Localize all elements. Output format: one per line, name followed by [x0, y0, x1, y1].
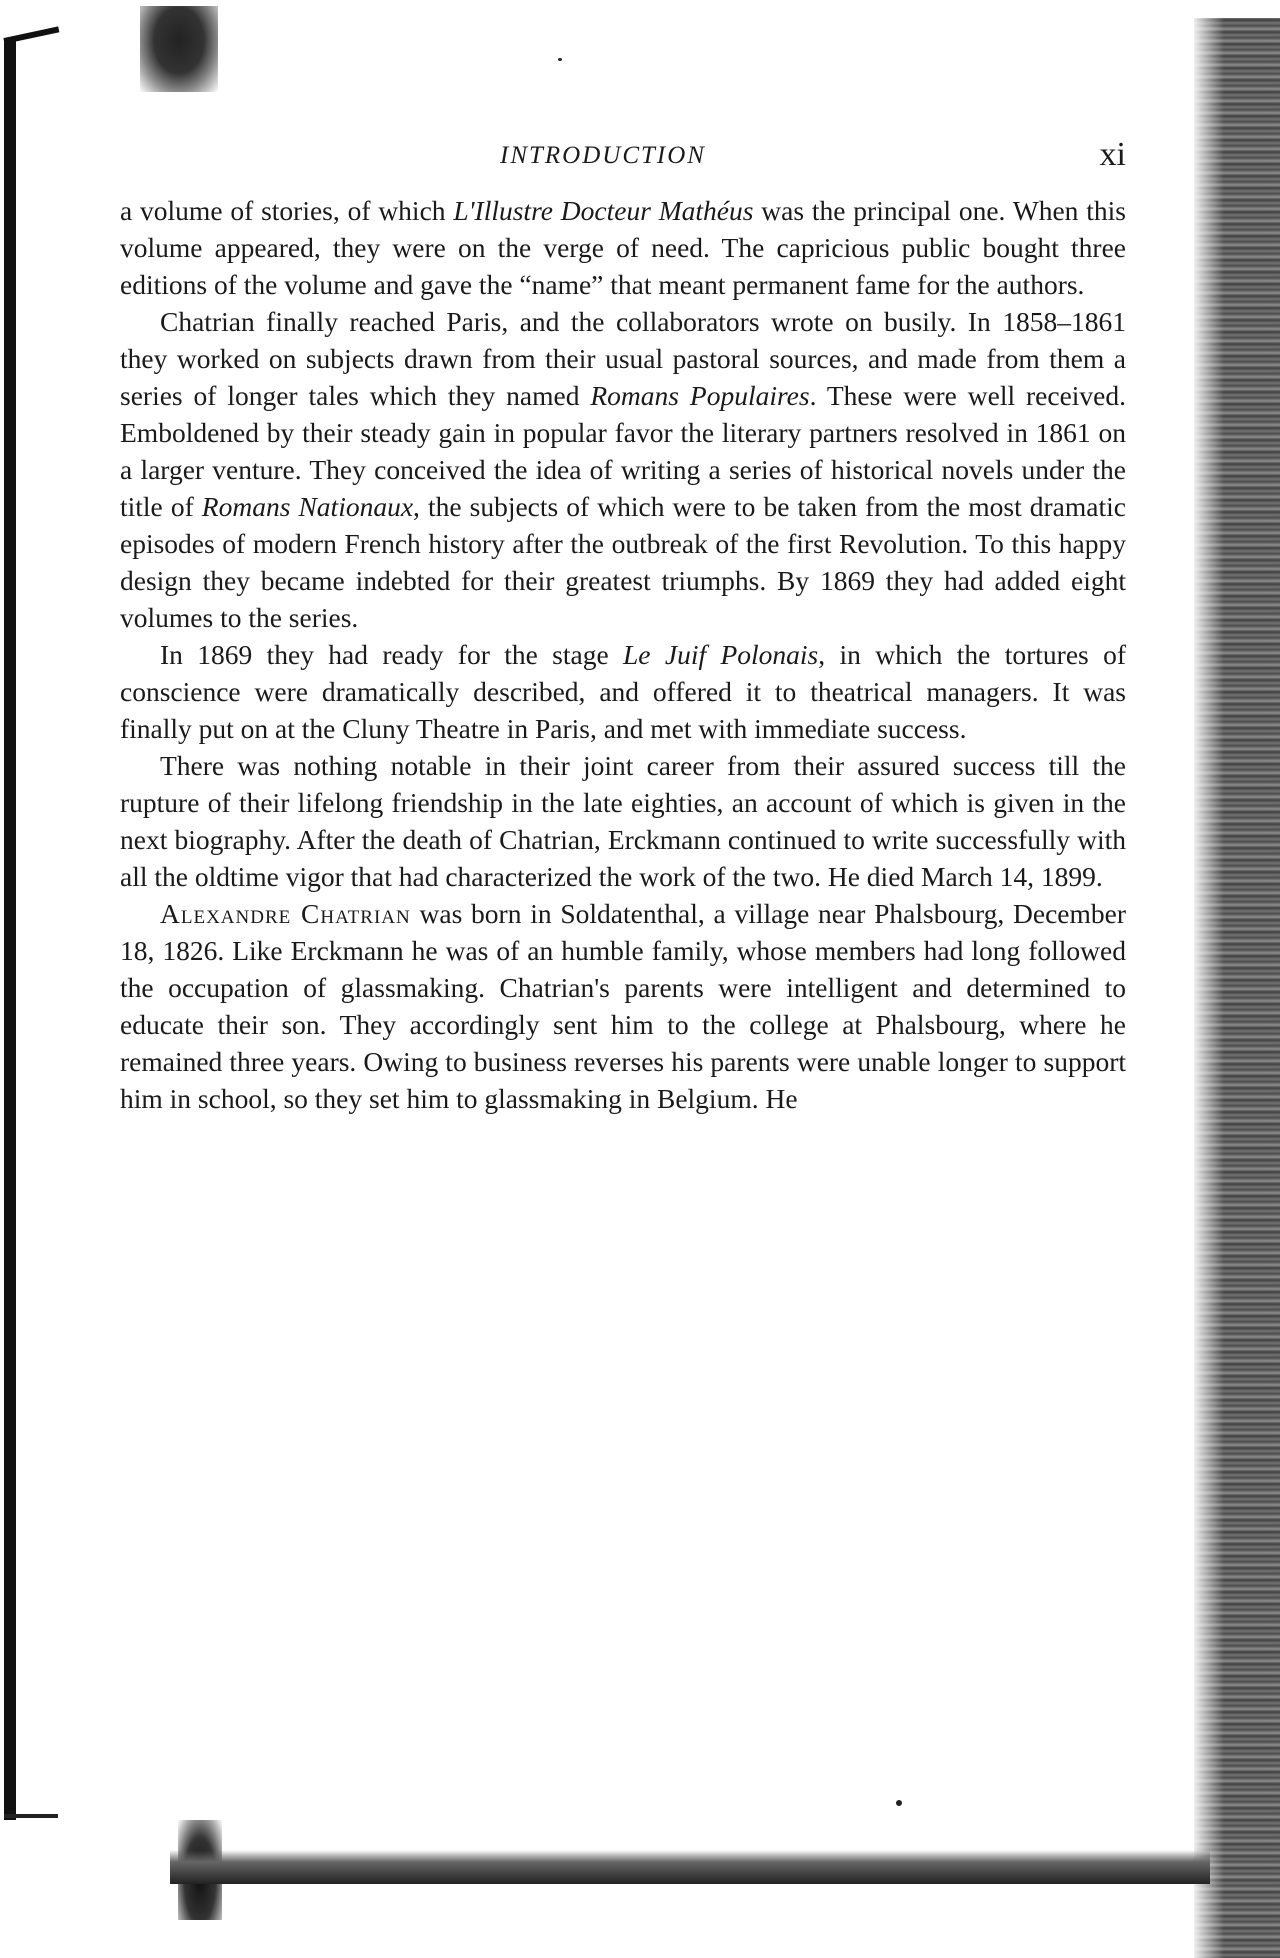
book-page — [120, 128, 1126, 1117]
scan-left-border — [4, 40, 16, 1820]
scan-speck — [558, 58, 562, 61]
scan-right-page-edge — [1194, 18, 1280, 1958]
italic-title: L'Illustre Docteur Mathéus — [453, 195, 754, 226]
scan-left-corner — [3, 26, 59, 44]
italic-title: Le Juif Polonais — [623, 639, 819, 670]
smallcaps-name: Alexandre Chatrian — [160, 898, 411, 929]
paragraph-text: There was nothing notable in their joint career from their assured success till the rupture of their lifelong friendship in the late eighties, an account of which is given in the next biography. After the death of Chatrian, Erckmann continued to write successfully with all the oldtime vigor that had characterized the work of the two. He died March 14, 1899. — [120, 750, 1126, 892]
scan-left-foot — [4, 1814, 58, 1818]
paragraph-text: was the principal one. When this volume appeared, they were on the verge of need. The capricious public bought three editions of the volume and gave the “name” that meant permanent fame for the authors. — [120, 195, 1126, 300]
paragraph-text: , in which the tortures of conscience were dramatically described, and offered it to theatrical managers. It was finally put on at the Cluny Theatre in Paris, and met with immediate success. — [120, 639, 1126, 744]
scan-speck — [896, 1800, 902, 1806]
paragraph-text: In 1869 they had ready for the stage — [160, 639, 624, 670]
paragraph-text: , the subjects of which were to be taken from the most dramatic episodes of modern French history after the outbreak of the first Revolution. To this happy design they became indebted for their greatest triumphs. By 1869 they had added eight volumes to the series. — [120, 491, 1126, 633]
paragraph — [120, 192, 1126, 303]
paragraph-text: was born in Soldatenthal, a village near Phalsbourg, December 18, 1826. Like Erckmann he was of an humble family, whose members had long followed the occupation of glassmaking. Chatrian's parents were intelligent and determined to educate their son. They accordingly sent him to the college at Phalsbourg, where he remained three years. Owing to business reverses his parents were unable longer to support him in school, so they set him to glassmaking in Belgium. He — [120, 898, 1126, 1114]
body-text — [120, 192, 1126, 1117]
paragraph — [120, 747, 1126, 895]
running-head — [120, 128, 1126, 178]
running-title: INTRODUCTION — [500, 142, 706, 169]
scan-bottom-edge — [170, 1850, 1210, 1884]
paragraph — [120, 636, 1126, 747]
page-number: xi — [1099, 136, 1126, 173]
paragraph — [120, 895, 1126, 1117]
paragraph — [120, 303, 1126, 636]
paragraph-text: Chatrian finally reached Paris, and the collaborators wrote on busily. In 1858–1861 they worked on subjects drawn from their usual pastoral sources, and made from them a series of longer tales which they named — [120, 306, 1126, 411]
italic-title: Romans Populaires — [590, 380, 810, 411]
paragraph-text: . These were well received. Emboldened by their steady gain in popular favor the literary partners resolved in 1861 on a larger venture. They conceived the idea of writing a series of historical novels under the title of — [120, 380, 1126, 522]
scan-top-blot — [140, 6, 218, 92]
paragraph-text: a volume of stories, of which — [120, 195, 454, 226]
italic-title: Romans Nationaux — [201, 491, 414, 522]
